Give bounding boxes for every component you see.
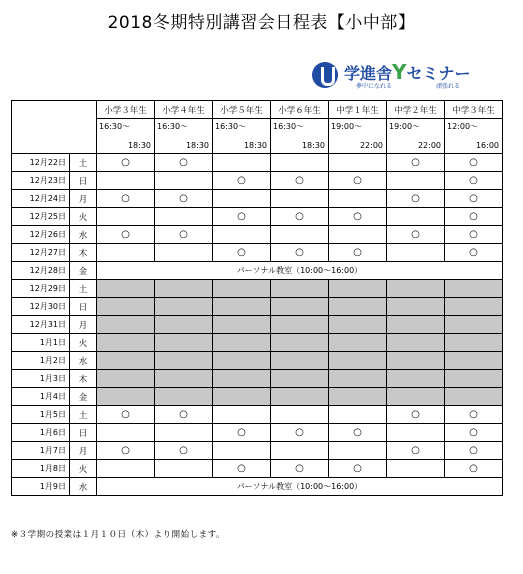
closed-cell	[387, 316, 445, 334]
session-cell	[213, 442, 271, 460]
row-date: 12月22日	[12, 154, 70, 172]
session-cell: ○	[445, 406, 503, 424]
session-cell	[213, 406, 271, 424]
row-weekday: 土	[70, 406, 97, 424]
time-start: 19:00～	[389, 122, 421, 131]
row-weekday: 月	[70, 190, 97, 208]
session-cell	[271, 190, 329, 208]
closed-cell	[213, 316, 271, 334]
table-row	[12, 154, 503, 172]
session-cell: ○	[445, 154, 503, 172]
session-cell	[155, 172, 213, 190]
session-cell	[329, 226, 387, 244]
session-cell	[271, 154, 329, 172]
row-weekday: 日	[70, 424, 97, 442]
closed-cell	[271, 334, 329, 352]
closed-cell	[213, 334, 271, 352]
closed-cell	[271, 298, 329, 316]
closed-cell	[387, 388, 445, 406]
row-date: 1月3日	[12, 370, 70, 388]
row-weekday: 金	[70, 388, 97, 406]
session-cell	[213, 190, 271, 208]
table-row	[12, 316, 503, 334]
session-cell	[387, 172, 445, 190]
row-weekday: 水	[70, 352, 97, 370]
session-cell: ○	[271, 460, 329, 478]
closed-cell	[97, 352, 155, 370]
session-cell: ○	[97, 190, 155, 208]
session-cell: ○	[155, 154, 213, 172]
time-end: 18:30	[127, 141, 151, 150]
closed-cell	[155, 334, 213, 352]
session-cell	[213, 154, 271, 172]
column-header: 小学５年生	[213, 101, 271, 119]
session-cell: ○	[387, 226, 445, 244]
column-time	[387, 119, 445, 154]
row-date: 12月31日	[12, 316, 70, 334]
session-cell: ○	[213, 172, 271, 190]
session-cell: ○	[97, 406, 155, 424]
row-weekday: 水	[70, 478, 97, 496]
session-cell: ○	[445, 172, 503, 190]
row-note: パーソナル教室（10:00～16:00）	[97, 478, 503, 496]
time-end: 18:30	[185, 141, 209, 150]
time-start: 19:00～	[331, 122, 363, 131]
session-cell: ○	[155, 406, 213, 424]
closed-cell	[271, 280, 329, 298]
table-row	[12, 262, 503, 280]
column-header: 中学３年生	[445, 101, 503, 119]
column-header: 小学４年生	[155, 101, 213, 119]
closed-cell	[155, 316, 213, 334]
closed-cell	[445, 298, 503, 316]
closed-cell	[329, 334, 387, 352]
table-row	[12, 370, 503, 388]
logo-name-part2: セミナー	[406, 64, 471, 83]
row-weekday: 日	[70, 298, 97, 316]
table-row	[12, 442, 503, 460]
session-cell	[155, 424, 213, 442]
closed-cell	[329, 316, 387, 334]
closed-cell	[213, 280, 271, 298]
logo-emblem-icon	[312, 62, 338, 88]
session-cell	[97, 424, 155, 442]
closed-cell	[97, 298, 155, 316]
row-date: 12月28日	[12, 262, 70, 280]
session-cell: ○	[329, 424, 387, 442]
time-start: 16:30～	[215, 122, 247, 131]
time-start: 12:00～	[447, 122, 479, 131]
table-row	[12, 226, 503, 244]
row-date: 1月1日	[12, 334, 70, 352]
table-row	[12, 460, 503, 478]
session-cell: ○	[271, 424, 329, 442]
column-header: 小学３年生	[97, 101, 155, 119]
closed-cell	[445, 334, 503, 352]
session-cell: ○	[97, 442, 155, 460]
session-cell: ○	[329, 244, 387, 262]
session-cell: ○	[271, 244, 329, 262]
logo-tag-right: 頑張れる	[436, 83, 461, 90]
time-end: 18:30	[243, 141, 267, 150]
table-row	[12, 208, 503, 226]
table-row	[12, 334, 503, 352]
closed-cell	[213, 388, 271, 406]
time-start: 16:30～	[157, 122, 189, 131]
session-cell: ○	[329, 172, 387, 190]
session-cell	[155, 244, 213, 262]
school-logo	[312, 60, 507, 92]
column-header: 小学６年生	[271, 101, 329, 119]
session-cell	[213, 226, 271, 244]
closed-cell	[155, 298, 213, 316]
row-date: 12月26日	[12, 226, 70, 244]
closed-cell	[445, 388, 503, 406]
table-row	[12, 298, 503, 316]
closed-cell	[97, 334, 155, 352]
row-date: 1月5日	[12, 406, 70, 424]
session-cell	[387, 460, 445, 478]
page-title: 2018冬期特別講習会日程表【小中部】	[107, 13, 416, 33]
row-date: 1月9日	[12, 478, 70, 496]
time-end: 22:00	[359, 141, 383, 150]
logo-name-part1: 学進舎	[344, 64, 393, 83]
row-date: 12月30日	[12, 298, 70, 316]
session-cell	[97, 244, 155, 262]
column-time	[329, 119, 387, 154]
table-row	[12, 190, 503, 208]
closed-cell	[387, 298, 445, 316]
table-row	[12, 280, 503, 298]
session-cell: ○	[213, 424, 271, 442]
session-cell: ○	[387, 154, 445, 172]
closed-cell	[155, 280, 213, 298]
row-date: 12月27日	[12, 244, 70, 262]
session-cell: ○	[97, 226, 155, 244]
session-cell: ○	[387, 190, 445, 208]
closed-cell	[445, 316, 503, 334]
closed-cell	[271, 388, 329, 406]
session-cell	[271, 442, 329, 460]
session-cell: ○	[155, 442, 213, 460]
session-cell: ○	[213, 460, 271, 478]
row-weekday: 木	[70, 244, 97, 262]
session-cell	[387, 424, 445, 442]
session-cell: ○	[271, 208, 329, 226]
closed-cell	[387, 280, 445, 298]
logo-name-y: Y	[392, 60, 407, 84]
row-note: パーソナル教室（10:00～16:00）	[97, 262, 503, 280]
closed-cell	[213, 370, 271, 388]
session-cell	[329, 154, 387, 172]
session-cell	[271, 226, 329, 244]
closed-cell	[387, 370, 445, 388]
table-row	[12, 406, 503, 424]
row-date: 1月8日	[12, 460, 70, 478]
session-cell	[271, 406, 329, 424]
time-start: 16:30～	[99, 122, 131, 131]
closed-cell	[97, 388, 155, 406]
row-weekday: 火	[70, 334, 97, 352]
row-date: 1月7日	[12, 442, 70, 460]
closed-cell	[155, 370, 213, 388]
row-weekday: 金	[70, 262, 97, 280]
footnote: ※３学期の授業は１月１０日（木）より開始します。	[11, 530, 225, 540]
closed-cell	[155, 352, 213, 370]
closed-cell	[329, 298, 387, 316]
table-row	[12, 352, 503, 370]
column-time	[97, 119, 155, 154]
session-cell	[387, 244, 445, 262]
row-date: 1月6日	[12, 424, 70, 442]
row-date: 1月4日	[12, 388, 70, 406]
session-cell	[387, 208, 445, 226]
logo-tagline	[356, 81, 460, 90]
column-time	[155, 119, 213, 154]
row-weekday: 水	[70, 226, 97, 244]
session-cell	[97, 208, 155, 226]
row-weekday: 木	[70, 370, 97, 388]
closed-cell	[329, 280, 387, 298]
session-cell: ○	[387, 406, 445, 424]
session-cell	[329, 406, 387, 424]
session-cell: ○	[271, 172, 329, 190]
closed-cell	[445, 280, 503, 298]
session-cell	[97, 172, 155, 190]
table-row	[12, 388, 503, 406]
session-cell: ○	[445, 190, 503, 208]
closed-cell	[213, 298, 271, 316]
time-end: 16:00	[475, 141, 499, 150]
session-cell	[155, 208, 213, 226]
closed-cell	[445, 352, 503, 370]
closed-cell	[213, 352, 271, 370]
session-cell	[97, 460, 155, 478]
time-start: 16:30～	[273, 122, 305, 131]
session-cell: ○	[329, 460, 387, 478]
column-header: 中学２年生	[387, 101, 445, 119]
table-row	[12, 172, 503, 190]
session-cell: ○	[213, 208, 271, 226]
row-weekday: 日	[70, 172, 97, 190]
session-cell: ○	[155, 226, 213, 244]
table-row	[12, 244, 503, 262]
closed-cell	[329, 388, 387, 406]
closed-cell	[329, 352, 387, 370]
column-time	[271, 119, 329, 154]
row-date: 1月2日	[12, 352, 70, 370]
session-cell: ○	[445, 226, 503, 244]
session-cell	[155, 460, 213, 478]
session-cell: ○	[387, 442, 445, 460]
closed-cell	[387, 334, 445, 352]
closed-cell	[97, 316, 155, 334]
session-cell: ○	[329, 208, 387, 226]
table-row	[12, 478, 503, 496]
time-end: 22:00	[417, 141, 441, 150]
row-date: 12月25日	[12, 208, 70, 226]
session-cell: ○	[213, 244, 271, 262]
closed-cell	[329, 370, 387, 388]
session-cell: ○	[445, 460, 503, 478]
closed-cell	[97, 280, 155, 298]
column-time	[213, 119, 271, 154]
closed-cell	[271, 316, 329, 334]
session-cell	[329, 190, 387, 208]
row-date: 12月23日	[12, 172, 70, 190]
row-date: 12月29日	[12, 280, 70, 298]
table-row	[12, 424, 503, 442]
row-weekday: 月	[70, 442, 97, 460]
session-cell: ○	[445, 244, 503, 262]
row-weekday: 土	[70, 154, 97, 172]
time-end: 18:30	[301, 141, 325, 150]
row-weekday: 土	[70, 280, 97, 298]
session-cell: ○	[445, 442, 503, 460]
session-cell	[329, 442, 387, 460]
row-weekday: 火	[70, 208, 97, 226]
schedule-table	[11, 100, 503, 496]
closed-cell	[271, 352, 329, 370]
closed-cell	[445, 370, 503, 388]
session-cell: ○	[445, 424, 503, 442]
column-time	[445, 119, 503, 154]
logo-tag-left: 夢中になれる	[356, 83, 393, 90]
row-date: 12月24日	[12, 190, 70, 208]
header-corner	[12, 101, 97, 154]
row-weekday: 月	[70, 316, 97, 334]
closed-cell	[271, 370, 329, 388]
session-cell: ○	[445, 208, 503, 226]
column-header: 中学１年生	[329, 101, 387, 119]
closed-cell	[97, 370, 155, 388]
session-cell: ○	[155, 190, 213, 208]
row-weekday: 火	[70, 460, 97, 478]
session-cell: ○	[97, 154, 155, 172]
closed-cell	[155, 388, 213, 406]
closed-cell	[387, 352, 445, 370]
